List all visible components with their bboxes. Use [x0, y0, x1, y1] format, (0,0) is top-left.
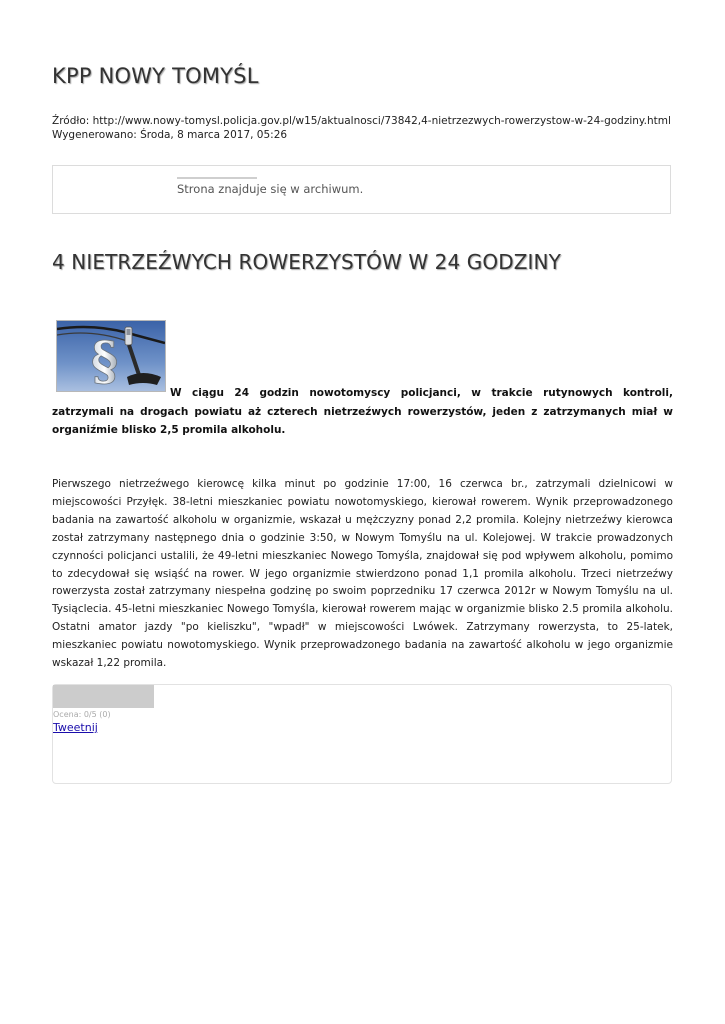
rating-text: Ocena: 0/5 (0)	[53, 710, 111, 719]
article-title: 4 NIETRZEŹWYCH ROWERZYSTÓW W 24 GODZINY	[52, 250, 561, 274]
article-lead: W ciągu 24 godzin nowotomyscy policjanci, w trakcie rutynowych kontroli, zatrzymali na drogach powiatu aż czterech nietrzeźwych rowerzystów, jeden z zatrzymanych miał w organiźmie blisko 2,5 promila alkoholu.	[52, 387, 673, 436]
paragraph-bicycle-photo-icon	[57, 321, 165, 391]
site-title: KPP NOWY TOMYŚL	[52, 64, 259, 88]
archive-notice-box	[52, 165, 671, 214]
article-footer	[52, 684, 672, 784]
archive-divider	[177, 177, 257, 179]
rating-stars-bar[interactable]	[53, 685, 154, 708]
article-photo	[56, 320, 166, 392]
tweet-link[interactable]: Tweetnij	[53, 721, 98, 734]
article-body: Pierwszego nietrzeźwego kierowcę kilka minut po godzinie 17:00, 16 czerwca br., zatrzymali dzielnicowi w miejscowości Przyłęk. 38-letni mieszkaniec powiatu nowotomyskiego, kierował rowerem. Wynik przeprowadzonego badania na zawartość alkoholu w organizmie, wskazał u mężczyzny ponad 2,2 promila. Kolejny nietrzeźwy kierowca został zatrzymany następnego dnia o godzinie 3:50, w Nowym Tomyślu na ul. Kolejowej. W trakcie prowadzonych czynności policjanci ustalili, że 49-letni mieszkaniec Nowego Tomyśla, znajdował się pod wpływem alkoholu, pomimo to zdecydował się wsiąść na rower. W jego organizmie stwierdzono ponad 1,1 promila alkoholu. Trzeci nietrzeźwy rowerzysta został zatrzymany niespełna godzinę po swoim poprzedniku 17 czerwca 2012r w Nowym Tomyślu na ul. Tysiąclecia. 45-letni mieszkaniec Nowego Tomyśla, kierował rowerem mając w organizmie blisko 2.5 promila alkoholu. Ostatni amator jazdy "po kieliszku", "wpadł" w miejscowości Lwówek. Zatrzymany rowerzysta, to 25-latek, mieszkaniec powiatu nowotomyskiego. Wynik przeprowadzonego badania na zawartość alkoholu w jego organizmie wskazał 1,22 promila.	[52, 478, 673, 670]
svg-text:§: §	[91, 331, 119, 391]
document-meta	[52, 114, 671, 142]
generated-date: Wygenerowano: Środa, 8 marca 2017, 05:26	[52, 129, 288, 141]
archive-notice: Strona znajduje się w archiwum.	[177, 182, 364, 196]
source-url: Źródło: http://www.nowy-tomysl.policja.gov.pl/w15/aktualnosci/73842,4-nietrzezwych-rowerzystow-w-24-godziny.html	[52, 115, 671, 127]
